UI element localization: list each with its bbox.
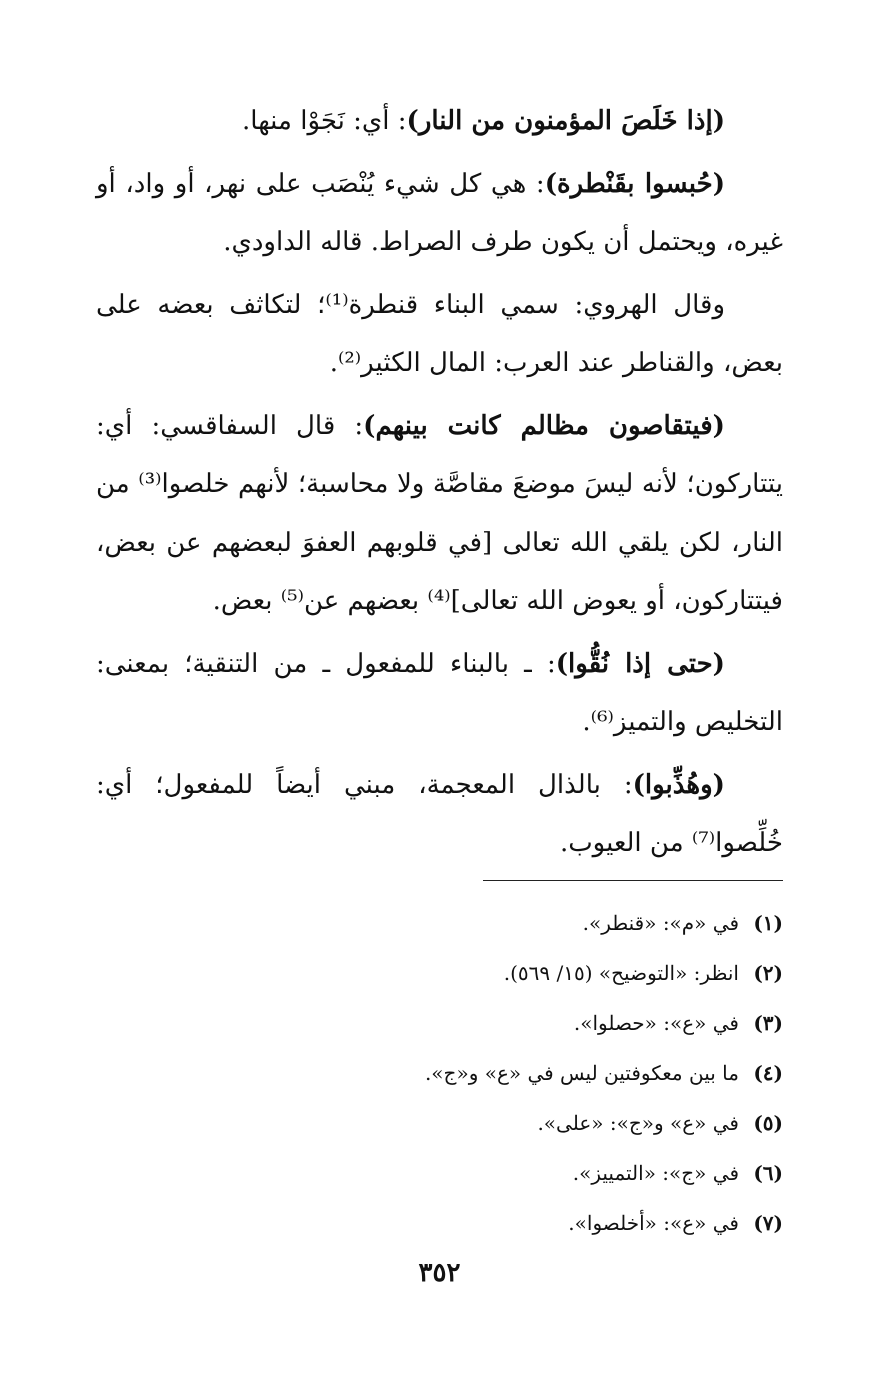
- footnote-number: (٢): [753, 961, 783, 985]
- paragraph: [96, 635, 783, 752]
- footnote-text: في «م»: «قنطر».: [582, 911, 739, 935]
- footnote: [96, 998, 783, 1048]
- footnote-number: (٣): [753, 1011, 783, 1035]
- paragraph: [96, 756, 783, 873]
- footnote-text: انظر: «التوضيح» (١٥/ ٥٦٩).: [503, 961, 739, 985]
- footnote: [96, 1048, 783, 1098]
- footnote: [96, 1198, 783, 1248]
- commentary: : بالذال المعجمة، مبني أيضاً للمفعول؛ أي: خُلِّصوا⁽⁷⁾ من العيوب.: [96, 769, 783, 858]
- commentary: : هي كل شيء يُنْصَب على نهر، أو واد، أو غيره، ويحتمل أن يكون طرف الصراط. قاله الداودي.: [96, 168, 783, 257]
- commentary: : قال السفاقسي: أي: يتتاركون؛ لأنه ليسَ موضعَ مقاصَّة ولا محاسبة؛ لأنهم خلصوا⁽³⁾ من النار، لكن يلقي الله تعالى [في قلوبهم العفوَ لبعضهم عن بعض، فيتتاركون، أو يعوض الله تعالى]⁽⁴⁾ بعضهم عن⁽⁵⁾ بعض.: [96, 410, 783, 616]
- footnote-text: في «ع» و«ج»: «على».: [537, 1111, 739, 1135]
- page-number: ٣٥٢: [418, 1258, 461, 1288]
- commentary: وقال الهروي: سمي البناء قنطرة⁽¹⁾؛ لتكاثف بعضه على بعض، والقناطر عند العرب: المال الكثير⁽²⁾.: [96, 289, 783, 378]
- paragraph: [96, 155, 783, 272]
- footnote: [96, 898, 783, 948]
- footnote-text: في «ع»: «أخلصوا».: [568, 1211, 739, 1235]
- paragraph: [96, 397, 783, 631]
- footnote-number: (٧): [753, 1211, 783, 1235]
- commentary: : أي: نَجَوْا منها.: [242, 106, 407, 136]
- term: (إذا خَلَصَ المؤمنون من النار): [406, 106, 725, 136]
- commentary: : ـ بالبناء للمفعول ـ من التنقية؛ بمعنى: التخليص والتميز⁽⁶⁾.: [96, 648, 783, 737]
- footnote-text: ما بين معكوفتين ليس في «ع» و«ج».: [424, 1061, 739, 1085]
- footnote: [96, 1098, 783, 1148]
- footnote: [96, 1148, 783, 1198]
- footnote-number: (٦): [753, 1161, 783, 1185]
- term: (فيتقاصون مظالم كانت بينهم): [363, 410, 725, 441]
- paragraph: [96, 276, 783, 393]
- main-text: [96, 92, 783, 877]
- footnote-number: (١): [753, 911, 783, 935]
- footnote-divider: [483, 880, 783, 881]
- footnotes: [96, 898, 783, 1248]
- footnote: [96, 948, 783, 998]
- footnote-number: (٥): [753, 1111, 783, 1135]
- paragraph: [96, 92, 783, 151]
- footnote-text: في «ج»: «التمييز».: [572, 1161, 739, 1185]
- footnote-number: (٤): [753, 1061, 783, 1085]
- footnote-text: في «ع»: «حصلوا».: [573, 1011, 739, 1035]
- term: (حتى إذا نُقُّوا): [555, 648, 725, 679]
- term: (حُبسوا بقَنْطرة): [544, 168, 725, 199]
- term: (وهُذِّبوا): [632, 769, 725, 800]
